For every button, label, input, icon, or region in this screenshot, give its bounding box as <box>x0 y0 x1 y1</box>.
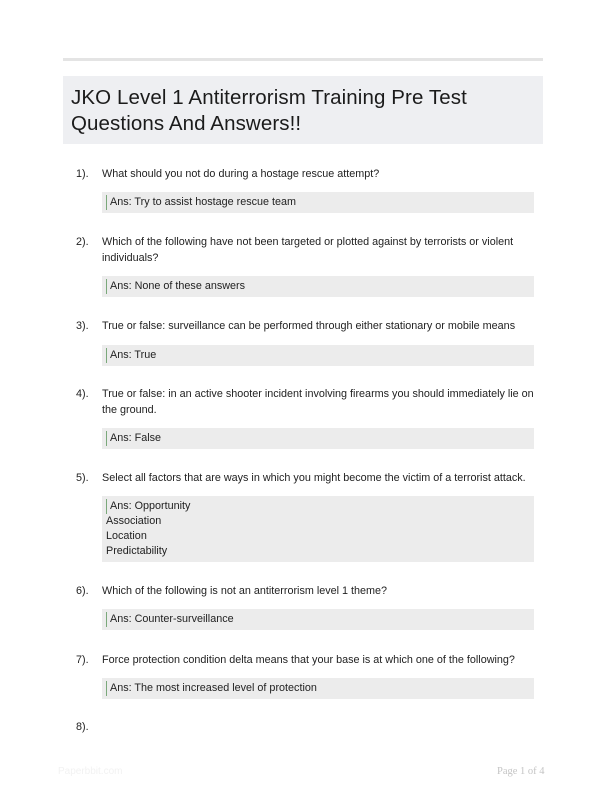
answer-box <box>102 428 534 449</box>
answer-line: Location <box>106 530 147 542</box>
answer-box <box>102 192 534 213</box>
question-number: 7). <box>76 654 89 666</box>
question-text: True or false: in an active shooter incident involving firearms you should immediately lie on the ground. <box>102 388 534 416</box>
answer-box <box>102 678 534 699</box>
answer-box <box>102 496 534 562</box>
answer-box <box>102 609 534 630</box>
answer-line: Predictability <box>106 545 168 557</box>
answer-line: Ans: Try to assist hostage rescue team <box>106 195 530 210</box>
top-divider <box>63 58 543 61</box>
page-title: JKO Level 1 Antiterrorism Training Pre Test Questions And Answers!! <box>71 86 467 135</box>
footer-watermark: Paperbbit.com <box>58 766 123 777</box>
answer-box <box>102 276 534 297</box>
question-number: 8). <box>76 721 89 733</box>
question-number: 5). <box>76 472 89 484</box>
question-number: 1). <box>76 168 89 180</box>
answer-line: Ans: False <box>106 431 530 446</box>
question-number: 6). <box>76 585 89 597</box>
answer-line: Ans: True <box>106 348 530 363</box>
question-text: Which of the following is not an antiterrorism level 1 theme? <box>102 585 388 597</box>
answer-line: Ans: None of these answers <box>106 279 530 294</box>
answer-line: Ans: The most increased level of protection <box>106 681 530 696</box>
answer-line: Ans: Opportunity <box>106 499 530 514</box>
question-text: Force protection condition delta means that your base is at which one of the following? <box>102 654 515 666</box>
answer-line: Ans: Counter-surveillance <box>106 612 530 627</box>
question-number: 4). <box>76 388 89 400</box>
question-text: What should you not do during a hostage rescue attempt? <box>102 168 380 180</box>
question-number: 2). <box>76 236 89 248</box>
question-number: 3). <box>76 320 89 332</box>
question-text: Which of the following have not been targeted or plotted against by terrorists or violent individuals? <box>102 236 514 264</box>
title-banner <box>63 76 543 144</box>
question-text: Select all factors that are ways in which you might become the victim of a terrorist attack. <box>102 472 526 484</box>
answer-line: Association <box>106 515 162 527</box>
page-indicator: Page 1 of 4 <box>497 766 545 777</box>
answer-box <box>102 345 534 366</box>
question-text: True or false: surveillance can be performed through either stationary or mobile means <box>102 320 516 332</box>
